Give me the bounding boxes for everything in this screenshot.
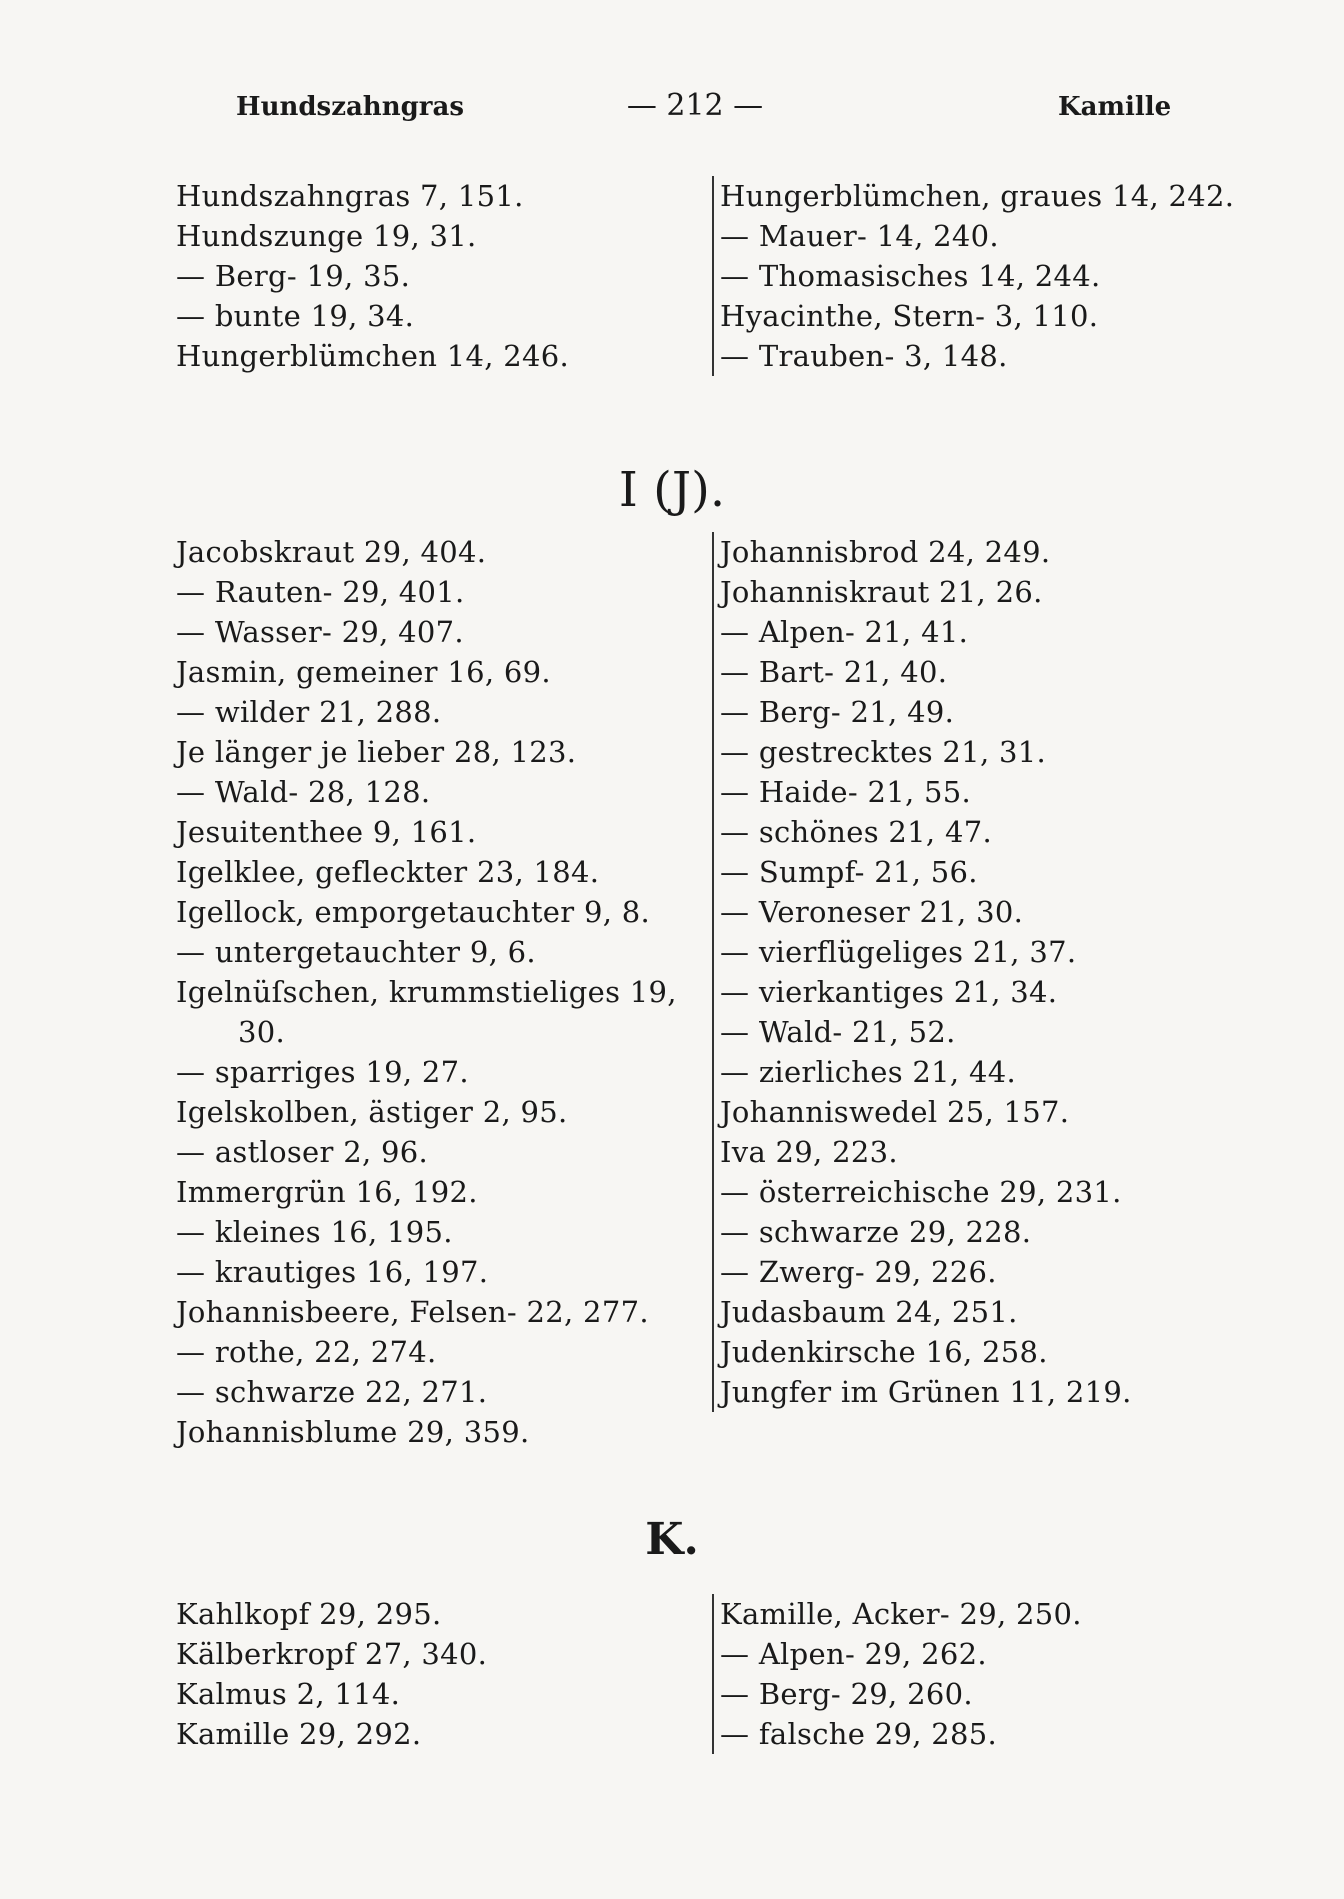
left-column (176, 532, 696, 1452)
index-entry: — krautiges 16, 197. (176, 1255, 489, 1289)
index-entry: — Thomasisches 14, 244. (720, 259, 1101, 293)
running-head-right: Kamille (1058, 92, 1172, 122)
index-entry: Johannisbeere, Felsen- 22, 277. (176, 1295, 649, 1329)
index-entry: Kalmus 2, 114. (176, 1677, 401, 1711)
index-entry: Kahlkopf 29, 295. (176, 1597, 442, 1631)
index-entry: Jacobskraut 29, 404. (176, 535, 487, 569)
index-entry: — kleines 16, 195. (176, 1215, 453, 1249)
index-entry: — Alpen- 29, 262. (720, 1637, 987, 1671)
right-column (712, 1594, 1280, 1754)
index-entry: — Berg- 21, 49. (720, 695, 955, 729)
index-entry: Jungfer im Grünen 11, 219. (720, 1375, 1132, 1409)
index-entry: Johannisbrod 24, 249. (720, 535, 1051, 569)
index-entry: Jasmin, gemeiner 16, 69. (176, 655, 551, 689)
index-entry: — wilder 21, 288. (176, 695, 442, 729)
running-head-left: Hundszahngras (236, 92, 464, 122)
index-entry: — vierkantiges 21, 34. (720, 975, 1058, 1009)
index-entry: Judenkirsche 16, 258. (720, 1335, 1048, 1369)
index-entry: Igelskolben, ästiger 2, 95. (176, 1095, 568, 1129)
index-entry: Kälberkropf 27, 340. (176, 1637, 488, 1671)
index-entry: — Veroneser 21, 30. (720, 895, 1024, 929)
right-column (712, 532, 1280, 1412)
index-entry: — Zwerg- 29, 226. (720, 1255, 997, 1289)
index-entry: — Bart- 21, 40. (720, 655, 948, 689)
index-entry: Iva 29, 223. (720, 1135, 898, 1169)
index-entry: Igelnüſschen, krummstieliges 19, (176, 975, 677, 1009)
index-entry: Hungerblümchen, graues 14, 242. (720, 179, 1235, 213)
index-entry: — schwarze 22, 271. (176, 1375, 488, 1409)
index-entry: Immergrün 16, 192. (176, 1175, 478, 1209)
index-entry: — schwarze 29, 228. (720, 1215, 1032, 1249)
index-entry: — Haide- 21, 55. (720, 775, 972, 809)
index-entry: — bunte 19, 34. (176, 299, 415, 333)
index-entry: Johanniswedel 25, 157. (720, 1095, 1070, 1129)
index-entry: — Wald- 28, 128. (176, 775, 431, 809)
index-entry: Hungerblümchen 14, 246. (176, 339, 570, 373)
index-entry: — österreichische 29, 231. (720, 1175, 1122, 1209)
index-entry: Judasbaum 24, 251. (720, 1295, 1018, 1329)
index-entry: — Rauten- 29, 401. (176, 575, 465, 609)
index-entry: Johanniskraut 21, 26. (720, 575, 1043, 609)
index-entry: Hundszunge 19, 31. (176, 219, 477, 253)
index-entry: Igellock, emporgetauchter 9, 8. (176, 895, 651, 929)
letter-heading-i: I (J). (618, 462, 726, 518)
index-entry: Hundszahngras 7, 151. (176, 179, 524, 213)
index-entry: — astloser 2, 96. (176, 1135, 429, 1169)
letter-heading-k: K. (645, 1514, 699, 1565)
index-entry: — Trauben- 3, 148. (720, 339, 1008, 373)
index-entry: — Berg- 19, 35. (176, 259, 411, 293)
index-entry: — Wald- 21, 52. (720, 1015, 956, 1049)
index-entry: Johannisblume 29, 359. (176, 1415, 530, 1449)
index-entry: Je länger je lieber 28, 123. (176, 735, 577, 769)
index-entry: Hyacinthe, Stern- 3, 110. (720, 299, 1099, 333)
index-entry: — Wasser- 29, 407. (176, 615, 464, 649)
index-entry: Kamille 29, 292. (176, 1717, 422, 1751)
index-entry: — Mauer- 14, 240. (720, 219, 999, 253)
index-entry: — rothe, 22, 274. (176, 1335, 437, 1369)
index-entry: — Alpen- 21, 41. (720, 615, 969, 649)
index-entry-continuation: 30. (238, 1015, 286, 1049)
index-entry: Jesuitenthee 9, 161. (176, 815, 477, 849)
index-entry: — schönes 21, 47. (720, 815, 992, 849)
index-entry: — falsche 29, 285. (720, 1717, 998, 1751)
left-column (176, 1594, 696, 1754)
index-entry: — Berg- 29, 260. (720, 1677, 973, 1711)
right-column (712, 176, 1280, 376)
index-entry: — vierflügeliges 21, 37. (720, 935, 1077, 969)
index-entry: — zierliches 21, 44. (720, 1055, 1016, 1089)
index-entry: Kamille, Acker- 29, 250. (720, 1597, 1082, 1631)
index-entry: — gestrecktes 21, 31. (720, 735, 1046, 769)
index-entry: Igelklee, gefleckter 23, 184. (176, 855, 600, 889)
page-number: — 212 — (626, 88, 764, 123)
index-entry: — sparriges 19, 27. (176, 1055, 469, 1089)
index-entry: — untergetauchter 9, 6. (176, 935, 536, 969)
index-entry: — Sumpf- 21, 56. (720, 855, 978, 889)
left-column (176, 176, 696, 376)
